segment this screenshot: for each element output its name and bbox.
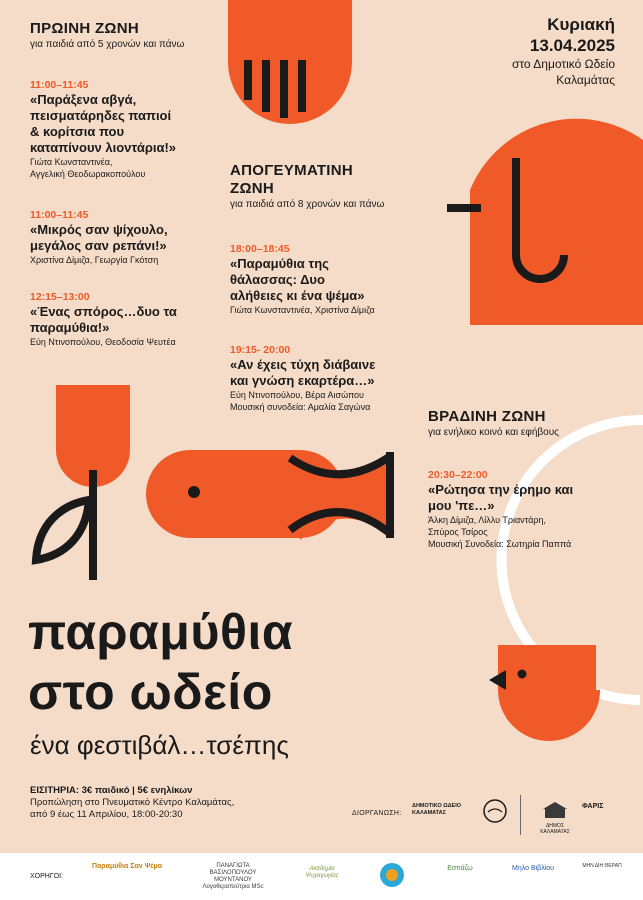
event-time: 20:30–22:00: [428, 469, 488, 481]
event-title-line: παραμύθια!»: [30, 320, 110, 335]
sponsors-label: ΧΟΡΗΓΟΙ:: [30, 873, 64, 880]
venue-line-2: Καλαμάτας: [556, 73, 615, 87]
afternoon-zone-header: [230, 162, 430, 211]
face-illustration: [447, 119, 643, 325]
afternoon-zone-subtitle: για παιδιά από 8 χρονών και πάνω: [230, 199, 385, 210]
event-title-line: αλήθειες κι ένα ψέμα»: [230, 288, 365, 303]
evening-zone-subtitle: για ενήλικο κοινό και εφήβους: [428, 427, 560, 438]
sponsor-logo-5: Εστιάζω: [447, 865, 473, 872]
tickets-presale: Προπώληση στο Πνευματικό Κέντρο Καλαμάτας,: [30, 797, 235, 808]
event-time: 11:00–11:45: [30, 79, 89, 91]
afternoon-zone-title: ΖΩΝΗ: [230, 180, 275, 197]
event-title-line: μεγάλος σαν ρεπάνι!»: [30, 238, 167, 253]
event-time: 18:00–18:45: [230, 243, 290, 255]
afternoon-zone-title: ΑΠΟΓΕΥΜΑΤΙΝΗ: [230, 162, 354, 179]
event-title-line: πεισματάρηδες παπιοί: [30, 108, 172, 123]
bird-illustration: [489, 645, 600, 741]
tickets-info: [30, 785, 290, 821]
event-day: Κυριακή: [547, 15, 615, 34]
festival-subtitle: ένα φεστιβάλ…τσέπης: [30, 730, 289, 760]
organization-label: ΔΙΟΡΓΑΝΩΣΗ:: [352, 810, 402, 817]
sponsor-logo-circle: [378, 861, 406, 889]
sponsors-footer: [0, 853, 643, 900]
event-title-line: «Ρώτησα την έρημο και: [428, 482, 574, 497]
tulip-illustration: [36, 385, 130, 580]
event-authors: Μουσική Συνοδεία: Σωτηρία Παππά: [428, 539, 572, 549]
event-authors: Γιώτα Κωνσταντινέα,: [30, 157, 113, 167]
event-title-line: «Αν έχεις τύχη διάβαινε: [230, 357, 376, 372]
event-title-line: μου 'πε…»: [428, 498, 495, 513]
event-date: 13.04.2025: [529, 36, 615, 55]
event-time: 11:00–11:45: [30, 209, 89, 221]
event-authors: Εύη Ντινοπούλου, Θεοδοσία Ψευτέα: [30, 337, 176, 347]
event-authors: Σπύρος Τσίρος: [428, 527, 488, 537]
event-authors: Χριστίνα Δίμιζα, Γεωργία Γκότση: [30, 255, 159, 265]
evening-zone-header: [428, 408, 628, 439]
church-icon: [540, 800, 570, 818]
event-morning-1: [30, 78, 230, 180]
event-evening-1: [428, 468, 628, 550]
event-morning-2: [30, 208, 240, 266]
event-morning-3: [30, 290, 240, 348]
event-authors: Γιώτα Κωνσταντινέα, Χριστίνα Δίμιζα: [230, 305, 375, 315]
tickets-dates: από 9 έως 11 Απριλίου, 18:00-20:30: [30, 809, 183, 820]
event-title-line: «Μικρός σαν ψίχουλο,: [30, 222, 168, 237]
morning-zone-header: [30, 20, 230, 51]
conservatory-logo: ΔΗΜΟΤΙΚΟ ΩΔΕΙΟ ΚΑΛΑΜΑΤΑΣ: [412, 803, 462, 816]
sponsor-logo-1: Παραμύθια Σαν Ψέμα: [91, 863, 163, 870]
event-title-line: & κορίτσια που: [30, 124, 125, 139]
tickets-price: ΕΙΣΙΤΗΡΙΑ: 3€ παιδικό | 5€ ενηλίκων: [30, 785, 193, 796]
event-title-line: και γνώση εκαρτέρα…»: [230, 373, 375, 388]
festival-title-line-2: στο ωδείο: [28, 664, 273, 720]
event-title-line: καταπίνουν λιοντάρια!»: [30, 140, 177, 155]
fish-illustration: [146, 450, 394, 540]
event-afternoon-2: [230, 343, 440, 413]
date-venue-block: [415, 14, 615, 88]
event-authors: Μουσική συνοδεία: Αμαλία Σαγώνα: [230, 402, 371, 412]
event-title-line: «Παράξενα αβγά,: [30, 92, 137, 107]
municipality-logo: ΔΗΜΟΣ ΚΑΛΑΜΑΤΑΣ: [535, 800, 575, 835]
circle-logo: [480, 798, 510, 828]
morning-zone-subtitle: για παιδιά από 5 χρονών και πάνω: [30, 39, 185, 50]
evening-zone-title: ΒΡΑΔΙΝΗ ΖΩΝΗ: [428, 408, 546, 425]
event-time: 12:15–13:00: [30, 291, 90, 303]
event-title-line: «Παραμύθια της: [230, 256, 329, 271]
venue-line-1: στο Δημοτικό Ωδείο: [511, 57, 615, 71]
event-authors: Αγγελική Θεοδωρακοπούλου: [30, 169, 146, 179]
event-afternoon-1: [230, 242, 430, 316]
event-authors: Άλκη Δίμιζα, Λίλλυ Τριαντάρη,: [428, 515, 546, 525]
sponsor-logo-7: ΜΗΝ ΔΙΗ ΘΕΡΑΠ: [582, 863, 622, 869]
sponsor-logo-3: Ακαδημία Ψυχαγωγίας: [305, 866, 339, 879]
faris-logo: ΦΑΡΙΣ: [582, 803, 604, 810]
event-authors: Εύη Ντινοπούλου, Βέρα Αισώπου: [230, 390, 364, 400]
event-time: 19:15- 20:00: [230, 344, 291, 356]
sponsor-logo-2: ΠΑΝΑΓΙΩΤΑ ΒΑΣΙΛΟΠΟΥΛΟΥ ΜΟΥΝΤΑΝΟΥ Λογοθεραπεύτρια MSc: [202, 863, 264, 890]
top-shape-illustration: [228, 0, 352, 124]
sponsor-logo-6: Μηλο Βιβλίου: [512, 865, 554, 872]
event-title-line: «Ένας σπόρος…δυο τα: [30, 304, 177, 319]
festival-title-line-1: παραμύθια: [28, 604, 294, 660]
event-title-line: θάλασσας: Δυο: [230, 272, 325, 287]
morning-zone-title: ΠΡΩΙΝΗ ΖΩΝΗ: [30, 20, 140, 37]
